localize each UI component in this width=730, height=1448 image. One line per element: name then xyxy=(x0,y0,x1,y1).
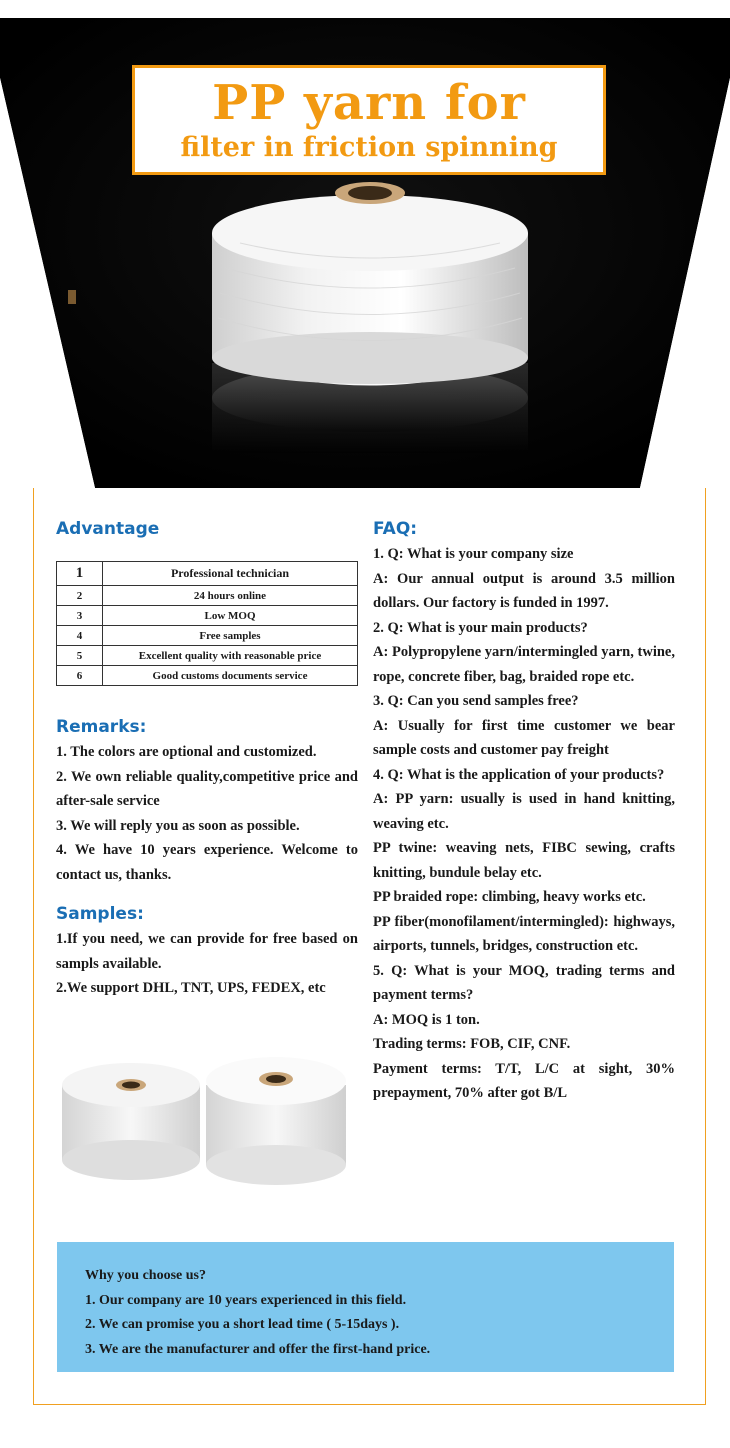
table-cell-num: 5 xyxy=(57,646,103,666)
table-cell-text: Free samples xyxy=(103,626,358,646)
advantage-table xyxy=(56,561,358,686)
faq-line: Trading terms: FOB, CIF, CNF. xyxy=(373,1036,571,1052)
remarks-heading: Remarks: xyxy=(56,717,147,737)
table-cell-text: 24 hours online xyxy=(103,586,358,606)
faq-line: PP fiber(monofilament/intermingled): highways, airports, tunnels, bridges, construction etc. xyxy=(373,913,675,954)
faq-line: 2. Q: What is your main products? xyxy=(373,619,588,636)
why-choose-us-box xyxy=(57,1242,674,1372)
samples-heading: Samples: xyxy=(56,904,144,924)
remark-item: 3. We will reply you as soon as possible. xyxy=(56,817,300,834)
table-cell-num: 3 xyxy=(57,606,103,626)
hero-banner xyxy=(0,18,730,488)
table-row xyxy=(57,646,358,666)
left-column xyxy=(56,516,358,1001)
faq-line: 3. Q: Can you send samples free? xyxy=(373,693,579,709)
why-heading: Why you choose us? xyxy=(85,1268,206,1283)
sample-item: 2.We support DHL, TNT, UPS, FEDEX, etc xyxy=(56,980,326,996)
title-banner xyxy=(132,65,606,175)
table-cell-num: 4 xyxy=(57,626,103,646)
faq-line: A: PP yarn: usually is used in hand knitting, weaving etc. xyxy=(373,791,675,832)
faq-line: 5. Q: What is your MOQ, trading terms and payment terms? xyxy=(373,962,675,1003)
table-row xyxy=(57,666,358,686)
table-row xyxy=(57,562,358,586)
faq-line: PP braided rope: climbing, heavy works etc. xyxy=(373,889,646,905)
why-item: 1. Our company are 10 years experienced in this field. xyxy=(85,1292,407,1308)
title-main: PP yarn for xyxy=(212,75,526,131)
faq-line: A: Usually for first time customer we bear sample costs and customer pay freight xyxy=(373,717,675,758)
remark-item: 2. We own reliable quality,competitive price and after-sale service xyxy=(56,768,358,809)
faq-line: Payment terms: T/T, L/C at sight, 30% prepayment, 70% after got B/L xyxy=(373,1060,675,1101)
table-row xyxy=(57,626,358,646)
table-cell-text: Excellent quality with reasonable price xyxy=(103,646,358,666)
advantage-heading: Advantage xyxy=(56,519,160,539)
remark-item: 4. We have 10 years experience. Welcome to contact us, thanks. xyxy=(56,842,358,883)
faq-line: A: Our annual output is around 3.5 million dollars. Our factory is funded in 1997. xyxy=(373,570,675,611)
faq-line: PP twine: weaving nets, FIBC sewing, crafts knitting, bundule belay etc. xyxy=(373,840,675,881)
right-column xyxy=(373,516,675,1106)
table-cell-num: 1 xyxy=(57,562,103,586)
faq-line: 4. Q: What is the application of your products? xyxy=(373,766,665,783)
faq-line: 1. Q: What is your company size xyxy=(373,546,574,562)
faq-heading: FAQ: xyxy=(373,519,418,539)
table-cell-text: Good customs documents service xyxy=(103,666,358,686)
faq-line: A: Polypropylene yarn/intermingled yarn, twine, rope, concrete fiber, bag, braided rope etc. xyxy=(373,644,675,685)
sample-item: 1.If you need, we can provide for free based on sampls available. xyxy=(56,931,358,972)
why-item: 3. We are the manufacturer and offer the first-hand price. xyxy=(85,1341,431,1357)
table-cell-num: 6 xyxy=(57,666,103,686)
yarn-cones-photo xyxy=(56,1045,356,1205)
table-cell-text: Professional technician xyxy=(103,562,358,586)
faq-line: A: MOQ is 1 ton. xyxy=(373,1011,480,1028)
table-cell-num: 2 xyxy=(57,586,103,606)
table-cell-text: Low MOQ xyxy=(103,606,358,626)
why-item: 2. We can promise you a short lead time ( 5-15days ). xyxy=(85,1317,400,1332)
table-row xyxy=(57,606,358,626)
title-sub: filter in friction spinning xyxy=(180,132,558,163)
table-row xyxy=(57,586,358,606)
remark-item: 1. The colors are optional and customized. xyxy=(56,744,317,760)
